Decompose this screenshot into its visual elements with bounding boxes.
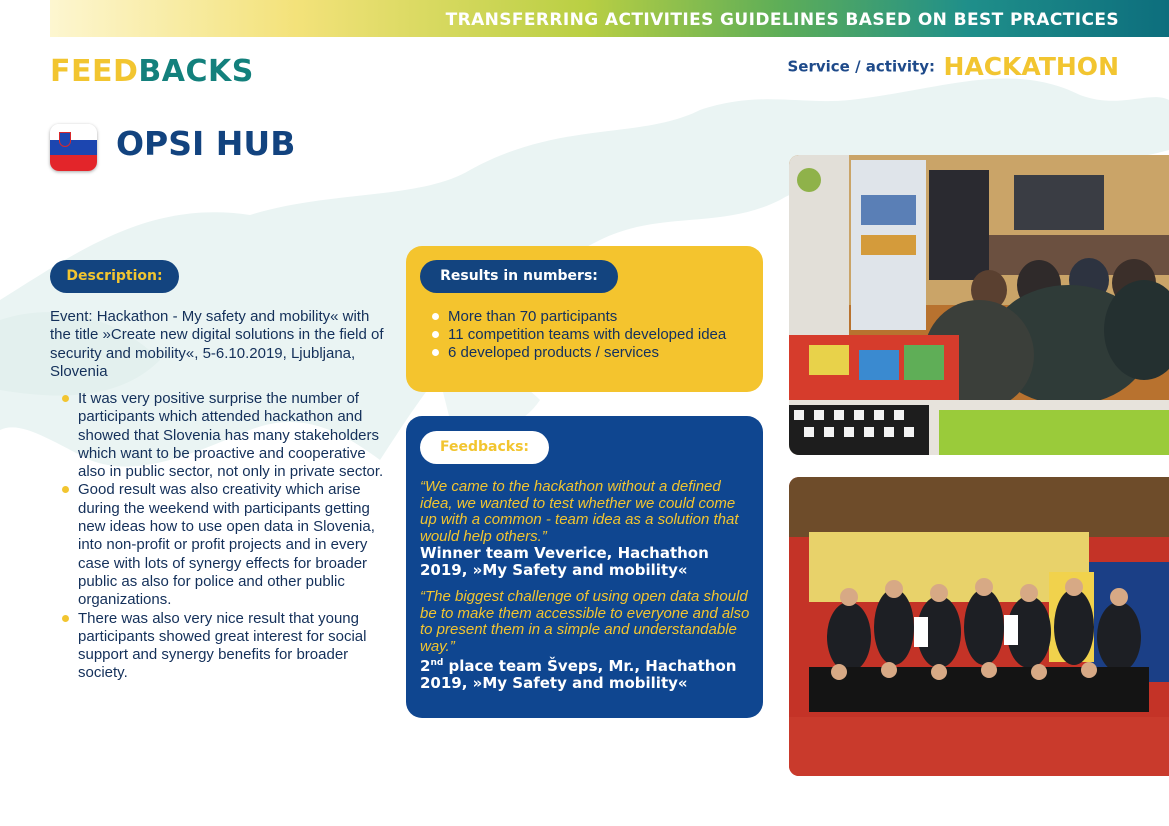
- header-banner: [50, 0, 1169, 37]
- attribution-ordinal: 2: [420, 657, 431, 675]
- coat-of-arms-icon: [59, 132, 71, 147]
- organization-name: OPSI HUB: [116, 124, 296, 163]
- page-title-part1: FEED: [50, 54, 139, 89]
- attribution-text: place team Šveps, Mr., Hachathon 2019, »My Safety and mobility«: [420, 657, 737, 692]
- results-list: [432, 308, 752, 362]
- hackathon-audience-photo: [789, 155, 1169, 455]
- description-label: Description:: [50, 260, 179, 293]
- page-title-part2: BACKS: [138, 54, 254, 89]
- service-label: Service / activity:: [787, 57, 935, 76]
- attribution-ordinal-suffix: nd: [430, 658, 444, 668]
- service-activity: [788, 52, 1120, 81]
- feedback-attribution-2: [420, 655, 752, 691]
- feedback-attribution-1: Winner team Veverice, Hachathon 2019, »My Safety and mobility«: [420, 544, 709, 579]
- list-item: 11 competition teams with developed idea: [432, 326, 752, 344]
- list-item: 6 developed products / services: [432, 344, 752, 362]
- feedbacks-box: [406, 416, 763, 718]
- list-item: There was also very nice result that young participants showed great interest for social support and synergy benefits for broader society.: [60, 610, 390, 683]
- description-list: [60, 390, 390, 683]
- description-intro: Event: Hackathon - My safety and mobility« with the title »Create new digital solutions in the field of security and mobility«, 5-6.10.2019, Ljubljana, Slovenia: [50, 308, 384, 380]
- feedbacks-label: Feedbacks:: [420, 431, 549, 464]
- list-item: Good result was also creativity which arise during the weekend with participants getting new ideas how to use open data in Slovenia, into non-profit or profit projects and in every case with lots of synergy effects for broader public as also for police and other public organizations.: [60, 481, 390, 609]
- results-box: [406, 246, 763, 392]
- hackathon-group-photo: [789, 477, 1169, 776]
- banner-title: TRANSFERRING ACTIVITIES GUIDELINES BASED ON BEST PRACTICES: [445, 10, 1119, 30]
- feedback-quote-2: “The biggest challenge of using open data should be to make them accessible to everyone and also to present them in a simple and understandable way.”: [420, 588, 750, 655]
- page-title: [50, 54, 254, 89]
- results-label: Results in numbers:: [420, 260, 618, 293]
- service-value: HACKATHON: [943, 52, 1119, 81]
- feedback-quote-1: “We came to the hackathon without a defined idea, we wanted to test whether we could come up with a common - team idea as a solution that would help others.”: [420, 478, 739, 545]
- list-item: More than 70 participants: [432, 308, 752, 326]
- list-item: It was very positive surprise the number of participants which attended hackathon and showed that Slovenia has many stakeholders which want to be proactive and cooperative also in public sector, not only in private sector.: [60, 390, 390, 481]
- slovenia-flag-icon: [50, 124, 97, 171]
